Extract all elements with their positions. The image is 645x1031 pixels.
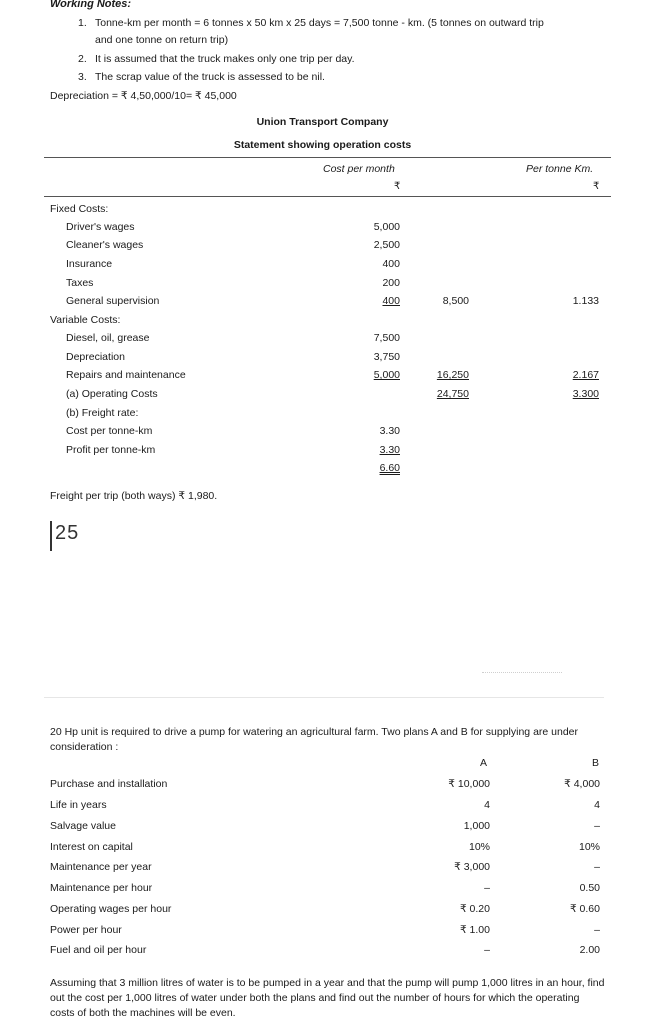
variable-item-value: 5,000 bbox=[373, 369, 400, 381]
problem-question: Assuming that 3 million litres of water is to be pumped in a year and that the pump will pump 1,000 litres in an hour, find out the cost per 1,000 litres of water under both the plans and find out the number of hours for which the operating costs of both the machines will be even. bbox=[50, 977, 605, 1019]
row-value-b: 10% bbox=[578, 841, 600, 853]
row-value-a: 10% bbox=[468, 841, 490, 853]
operating-per-tonne-km: 3.300 bbox=[572, 388, 599, 400]
variable-costs-total: 16,250 bbox=[436, 369, 469, 381]
table-header-rule bbox=[44, 196, 611, 197]
currency-cost-per-month: ₹ bbox=[394, 181, 401, 192]
variable-item-label: Depreciation bbox=[66, 351, 125, 363]
profit-per-tonne-km-value: 3.30 bbox=[379, 444, 400, 456]
row-value-b: 2.00 bbox=[579, 944, 600, 956]
row-label: Maintenance per year bbox=[50, 861, 152, 873]
row-value-a: – bbox=[484, 944, 490, 956]
freight-rate-label: (b) Freight rate: bbox=[66, 407, 139, 419]
fixed-item-label: Insurance bbox=[66, 258, 113, 270]
page-break-rule bbox=[44, 697, 604, 698]
col-plan-b: B bbox=[592, 757, 600, 769]
operating-costs-total: 24,750 bbox=[436, 388, 469, 400]
note-2-number: 2. bbox=[78, 53, 87, 65]
company-name: Union Transport Company bbox=[256, 116, 389, 128]
fixed-item-value: 200 bbox=[382, 277, 400, 289]
currency-per-tonne-km: ₹ bbox=[593, 181, 600, 192]
fixed-item-value: 2,500 bbox=[373, 239, 400, 251]
row-value-b: 0.50 bbox=[579, 882, 600, 894]
variable-item-value: 3,750 bbox=[373, 351, 400, 363]
row-label: Operating wages per hour bbox=[50, 903, 172, 915]
row-value-a: ₹ 0.20 bbox=[459, 903, 490, 915]
row-label: Fuel and oil per hour bbox=[50, 944, 147, 956]
row-value-a: 4 bbox=[484, 799, 490, 811]
col-per-tonne-km: Per tonne Km. bbox=[526, 163, 594, 175]
variable-per-tonne-km: 2.167 bbox=[572, 369, 599, 381]
profit-per-tonne-km-label: Profit per tonne-km bbox=[66, 444, 156, 456]
note-3-text: The scrap value of the truck is assessed to be nil. bbox=[95, 71, 325, 83]
row-value-b: ₹ 4,000 bbox=[564, 778, 600, 790]
cost-per-tonne-km-value: 3.30 bbox=[379, 425, 400, 437]
fixed-per-tonne-km: 1.133 bbox=[572, 295, 599, 307]
note-3-number: 3. bbox=[78, 71, 87, 83]
row-value-a: 1,000 bbox=[463, 820, 490, 832]
row-value-b: ₹ 0.60 bbox=[569, 903, 600, 915]
cost-per-tonne-km-label: Cost per tonne-km bbox=[66, 425, 153, 437]
working-notes-title: Working Notes: bbox=[50, 0, 132, 10]
row-value-b: – bbox=[594, 861, 600, 873]
row-value-a: ₹ 1.00 bbox=[459, 924, 490, 936]
row-label: Purchase and installation bbox=[50, 778, 168, 790]
row-value-a: ₹ 3,000 bbox=[454, 861, 490, 873]
operating-costs-label: (a) Operating Costs bbox=[66, 388, 158, 400]
freight-per-trip: Freight per trip (both ways) ₹ 1,980. bbox=[50, 490, 218, 502]
variable-item-label: Diesel, oil, grease bbox=[66, 332, 150, 344]
variable-costs-heading: Variable Costs: bbox=[50, 314, 121, 326]
fixed-costs-total: 8,500 bbox=[442, 295, 469, 307]
note-2-text: It is assumed that the truck makes only one trip per day. bbox=[95, 53, 355, 65]
fixed-item-value: 400 bbox=[382, 295, 400, 307]
row-label: Life in years bbox=[50, 799, 107, 811]
row-label: Maintenance per hour bbox=[50, 882, 153, 894]
note-1-line1: Tonne-km per month = 6 tonnes x 50 km x 25 days = 7,500 tonne - km. (5 tonnes on outward trip bbox=[95, 17, 544, 29]
fixed-costs-heading: Fixed Costs: bbox=[50, 203, 109, 215]
row-value-b: – bbox=[594, 820, 600, 832]
fixed-item-value: 5,000 bbox=[373, 221, 400, 233]
row-value-a: – bbox=[484, 882, 490, 894]
problem-intro: 20 Hp unit is required to drive a pump for watering an agricultural farm. Two plans A and B for supplying are under consideration : bbox=[50, 726, 579, 753]
row-label: Interest on capital bbox=[50, 841, 133, 853]
variable-item-label: Repairs and maintenance bbox=[66, 369, 186, 381]
note-1-line2: and one tonne on return trip) bbox=[95, 34, 229, 46]
col-cost-per-month: Cost per month bbox=[323, 163, 395, 175]
fixed-item-label: Driver's wages bbox=[66, 221, 135, 233]
row-value-a: ₹ 10,000 bbox=[448, 778, 490, 790]
row-label: Salvage value bbox=[50, 820, 116, 832]
row-value-b: – bbox=[594, 924, 600, 936]
row-label: Power per hour bbox=[50, 924, 122, 936]
page-number-bar bbox=[50, 521, 52, 551]
fixed-item-label: Cleaner's wages bbox=[66, 239, 144, 251]
fixed-item-label: Taxes bbox=[66, 277, 94, 289]
note-1-number: 1. bbox=[78, 17, 87, 29]
fixed-item-value: 400 bbox=[382, 258, 400, 270]
page-number: 25 bbox=[55, 522, 80, 544]
faint-separator bbox=[482, 672, 562, 673]
depreciation-note: Depreciation = ₹ 4,50,000/10= ₹ 45,000 bbox=[50, 90, 237, 102]
statement-title: Statement showing operation costs bbox=[233, 139, 412, 151]
variable-item-value: 7,500 bbox=[373, 332, 400, 344]
col-plan-a: A bbox=[480, 757, 488, 769]
freight-rate-value: 6.60 bbox=[379, 462, 400, 474]
table-top-rule bbox=[44, 157, 611, 158]
fixed-item-label: General supervision bbox=[66, 295, 160, 307]
row-value-b: 4 bbox=[594, 799, 600, 811]
